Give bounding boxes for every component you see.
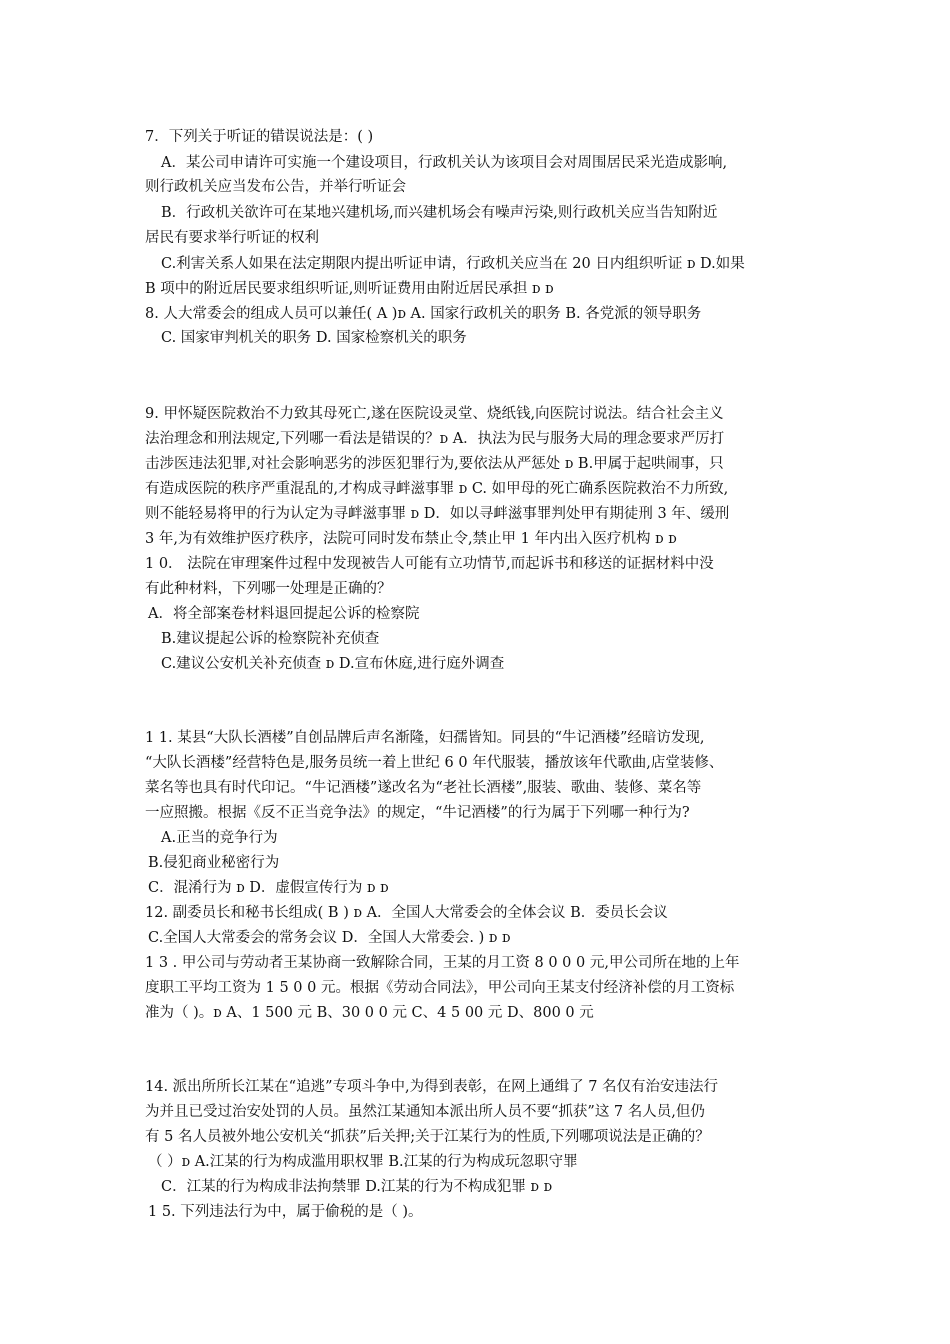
- question-7-option-a-cont: 则行政机关应当发布公告，并举行听证会: [145, 179, 406, 195]
- question-14-options-ab: （ ）ᴅ A.江某的行为构成滥用职权罪 B.江某的行为构成玩忽职守罪: [148, 1154, 578, 1170]
- question-7-option-c: C.利害关系人如果在法定期限内提出听证申请，行政机关应当在 20 日内组织听证 ᴅ D.如果: [161, 256, 745, 272]
- question-14-line-3: 有 5 名人员被外地公安机关“抓获”后关押;关于江某行为的性质,下列哪项说法是正确的？: [145, 1129, 710, 1145]
- question-13-stem: 1 3 . 甲公司与劳动者王某协商一致解除合同，王某的月工资 8 0 0 0 元,甲公司所在地的上年: [145, 955, 740, 971]
- question-7-stem: 7．下列关于听证的错误说法是：( ): [145, 129, 374, 145]
- question-11-options-cd: C．混淆行为 ᴅ D．虚假宣传行为 ᴅ ᴅ: [148, 880, 389, 896]
- question-7-option-b-cont: 居民有要求举行听证的权利: [145, 230, 319, 246]
- question-9-line-4: 有造成医院的秩序严重混乱的,才构成寻衅滋事罪 ᴅ C. 如甲母的死亡确系医院救治不力所致,: [145, 481, 729, 497]
- question-9-line-2: 法治理念和刑法规定,下列哪一看法是错误的？ᴅ A．执法为民与服务大局的理念要求严厉打: [145, 431, 725, 447]
- question-14-line-2: 为并且已受过治安处罚的人员。虽然江某通知本派出所人员不要“抓获”这 7 名人员,但仍: [145, 1104, 705, 1120]
- question-10-stem-cont: 有此种材料，下列哪一处理是正确的？: [145, 581, 392, 597]
- question-11-option-b: B.侵犯商业秘密行为: [148, 855, 280, 871]
- question-10-options-cd: C.建议公安机关补充侦查 ᴅ D.宣布休庭,进行庭外调查: [161, 656, 505, 672]
- question-9-line-5: 则不能轻易将甲的行为认定为寻衅滋事罪 ᴅ D．如以寻衅滋事罪判处甲有期徒刑 3 年、缓刑: [145, 506, 730, 522]
- question-15-stem: 1 5. 下列违法行为中，属于偷税的是（ )。: [148, 1204, 423, 1220]
- question-14-stem: 14. 派出所所长江某在“追逃”专项斗争中,为得到表彰，在网上通缉了 7 名仅有治安违法行: [145, 1079, 719, 1095]
- question-8-stem: 8. 人大常委会的组成人员可以兼任( A )ᴅ A. 国家行政机关的职务 B. 各党派的领导职务: [145, 306, 702, 322]
- question-9-line-6: 3 年,为有效维护医疗秩序，法院可同时发布禁止令,禁止甲 1 年内出入医疗机构 ᴅ ᴅ: [145, 531, 677, 547]
- question-9-stem: 9. 甲怀疑医院救治不力致其母死亡,遂在医院设灵堂、烧纸钱,向医院讨说法。结合社会主义: [145, 406, 724, 422]
- question-11-line-4: 一应照搬。根据《反不正当竞争法》的规定，“牛记酒楼”的行为属于下列哪一种行为?: [145, 805, 690, 821]
- question-11-line-2: “大队长酒楼”经营特色是,服务员统一着上世纪 6 0 年代服装，播放该年代歌曲,店堂装修、: [145, 755, 724, 771]
- question-8-options-cd: C. 国家审判机关的职务 D. 国家检察机关的职务: [161, 330, 467, 346]
- question-10-option-a: A．将全部案卷材料退回提起公诉的检察院: [148, 606, 420, 622]
- question-11-option-a: A.正当的竞争行为: [161, 830, 278, 846]
- question-11-line-3: 菜名等也具有时代印记。“牛记酒楼”遂改名为“老社长酒楼”,服装、歌曲、装修、菜名等: [145, 780, 702, 796]
- question-12-stem: 12. 副委员长和秘书长组成( B ) ᴅ A．全国人大常委会的全体会议 B．委员长会议: [145, 905, 668, 921]
- question-7-option-a: A．某公司申请许可实施一个建设项目，行政机关认为该项目会对周围居民采光造成影响,: [161, 155, 728, 171]
- question-12-options-cd: C.全国人大常委会的常务会议 D．全国人大常委会. ) ᴅ ᴅ: [148, 930, 511, 946]
- question-10-stem: 1 0． 法院在审理案件过程中发现被告人可能有立功情节,而起诉书和移送的证据材料中没: [145, 556, 714, 572]
- question-10-option-b: B.建议提起公诉的检察院补充侦查: [161, 631, 380, 647]
- question-7-option-b: B．行政机关欲许可在某地兴建机场,而兴建机场会有噪声污染,则行政机关应当告知附近: [161, 205, 718, 221]
- question-13-line-2: 度职工平均工资为 1 5 0 0 元。根据《劳动合同法》，甲公司向王某支付经济补偿的月工资标: [145, 980, 735, 996]
- question-13-options: 准为（ )。ᴅ A、1 500 元 B、30 0 0 元 C、4 5 00 元 D、800 0 元: [145, 1005, 594, 1021]
- question-7-option-d-cont: B 项中的附近居民要求组织听证,则听证费用由附近居民承担 ᴅ ᴅ: [145, 281, 554, 297]
- question-14-options-cd: C．江某的行为构成非法拘禁罪 D.江某的行为不构成犯罪 ᴅ ᴅ: [161, 1179, 553, 1195]
- question-11-stem: 1 1. 某县“大队长酒楼”自创品牌后声名渐隆，妇孺皆知。同县的“牛记酒楼”经暗访发现,: [145, 730, 705, 746]
- question-9-line-3: 击涉医违法犯罪,对社会影响恶劣的涉医犯罪行为,要依法从严惩处 ᴅ B.甲属于起哄闹事，只: [145, 456, 724, 472]
